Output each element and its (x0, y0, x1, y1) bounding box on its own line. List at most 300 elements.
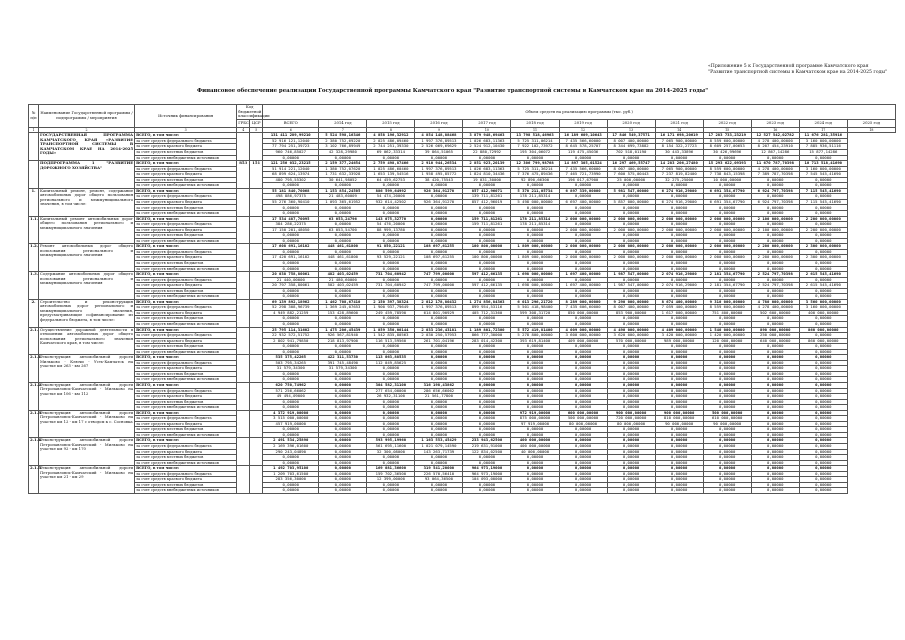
grbs-code (237, 355, 250, 383)
year-value: 0,00000 (751, 405, 799, 411)
header-year: 2017 год (463, 119, 511, 127)
year-value: 0,00000 (751, 449, 799, 455)
row-number: 1.3. (29, 272, 39, 300)
year-value: 0,00000 (559, 471, 607, 477)
year-value: 0,00000 (319, 410, 367, 416)
year-value: 0,00000 (559, 321, 607, 327)
total-value: 0,00000 (263, 344, 319, 350)
year-value: 3 102 766,89949 (319, 144, 367, 150)
year-value: 0,00000 (415, 360, 463, 366)
year-value: 2 030 250,57953 (415, 333, 463, 339)
year-value: 0,00000 (655, 382, 703, 388)
year-value: 0,00000 (559, 432, 607, 438)
year-value: 0,00000 (799, 177, 847, 183)
year-value: 2 025 486,09460 (367, 138, 415, 144)
year-value: 0,00000 (799, 471, 847, 477)
year-value: 6 924 797,70398 (751, 199, 799, 205)
year-value: 226 570,56410 (415, 471, 463, 477)
year-value: 0,00000 (511, 460, 559, 466)
year-value: 8 154 322,27723 (655, 144, 703, 150)
year-value: 0,00000 (463, 155, 511, 161)
year-value: 0,00000 (655, 205, 703, 211)
year-value: 0,00000 (559, 455, 607, 461)
year-value: 860 000,00000 (799, 327, 847, 333)
year-value: 0,00000 (607, 355, 655, 361)
year-value: 2 181 354,67790 (703, 272, 751, 278)
year-value: 6 013 296,21720 (511, 299, 559, 305)
year-value: 0,00000 (559, 349, 607, 355)
year-value: 400 000,00000 (511, 438, 559, 444)
year-value: 0,00000 (799, 238, 847, 244)
table-row (29, 488, 896, 494)
year-value: 0,00000 (559, 238, 607, 244)
year-value: 0,00000 (703, 266, 751, 272)
year-value: 500 000,00000 (559, 416, 607, 422)
total-value: 0,00000 (263, 432, 319, 438)
header-year: 2021 год (655, 119, 703, 127)
year-value: 1 369 245,07653 (319, 305, 367, 311)
year-value: 0,00000 (415, 211, 463, 217)
year-value: 7 065 900,00000 (655, 138, 703, 144)
year-value: 0,00000 (751, 288, 799, 294)
funding-source: ВСЕГО, в том числе: (135, 382, 237, 388)
year-value: 0,00000 (751, 421, 799, 427)
year-value: 0,00000 (655, 183, 703, 189)
year-value: 32 300,08000 (367, 449, 415, 455)
funding-source: за счет средств внебюджетных источников (135, 460, 237, 466)
year-value: 0,00000 (319, 455, 367, 461)
year-value: 0,00000 (799, 266, 847, 272)
header-col-number: 8 (367, 127, 415, 133)
year-value: 0,00000 (319, 371, 367, 377)
year-value: 6 274 916,29000 (655, 199, 703, 205)
year-value: 0,00000 (751, 399, 799, 405)
year-value: 0,00000 (607, 466, 655, 472)
year-value: 0,00000 (559, 366, 607, 372)
total-value: 17 534 487,70095 (263, 216, 319, 222)
year-value: 2 150 397,38324 (367, 299, 415, 305)
funding-source: за счет средств внебюджетных источников (135, 321, 237, 327)
total-value: 52 916 121,12040 (263, 138, 319, 144)
year-value: 409 000,00000 (559, 338, 607, 344)
year-value: 93 064,36500 (415, 477, 463, 483)
year-value: 0,00000 (751, 260, 799, 266)
header-name: Наименование Государственной программы / подпрограммы / мероприятия (39, 105, 135, 128)
year-value: 5 725 311,06214 (511, 138, 559, 144)
year-value: 0,00000 (367, 416, 415, 422)
year-value: 0,00000 (367, 427, 415, 433)
year-value: 0,00000 (607, 432, 655, 438)
year-value: 2 200 000,00000 (799, 227, 847, 233)
year-value: 0,00000 (607, 377, 655, 383)
year-value: 0,00000 (799, 444, 847, 450)
year-value: 8 007 400,00000 (607, 166, 655, 172)
year-value: 159 711,81261 (463, 222, 511, 228)
year-value: 0,00000 (559, 194, 607, 200)
year-value: 0,00000 (607, 449, 655, 455)
year-value: 1 093 365,61952 (319, 199, 367, 205)
year-value: 0,00000 (511, 233, 559, 239)
year-value: 1 540 000,00000 (703, 327, 751, 333)
year-value: 0,00000 (655, 477, 703, 483)
funding-source: ВСЕГО, в том числе: (135, 161, 237, 167)
funding-source: за счет средств местных бюджетов (135, 260, 237, 266)
year-value: 0,00000 (607, 371, 655, 377)
year-value: 0,00000 (415, 316, 463, 322)
year-value: 0,00000 (607, 427, 655, 433)
year-value: 0,00000 (559, 233, 607, 239)
grbs-code (237, 382, 250, 410)
header-col-number: 17 (799, 127, 847, 133)
year-value: 0,00000 (463, 388, 511, 394)
year-value: 17 846 549,37571 (607, 133, 655, 139)
funding-source: за счет средств федерального бюджета (135, 305, 237, 311)
year-value: 143 075,32770 (367, 216, 415, 222)
year-value: 0,00000 (319, 466, 367, 472)
year-value: 0,00000 (367, 183, 415, 189)
year-value: 6 691 354,67790 (703, 188, 751, 194)
total-value: 0,00000 (263, 238, 319, 244)
year-value: 400 000,00000 (799, 310, 847, 316)
year-value: 3 160 000,00000 (799, 166, 847, 172)
year-value: 0,00000 (607, 194, 655, 200)
year-value: 0,00000 (367, 316, 415, 322)
year-value: 0,00000 (415, 410, 463, 416)
funding-source: ВСЕГО, в том числе: (135, 188, 237, 194)
year-value: 600 000,00000 (559, 410, 607, 416)
year-value: 1 697 400,00000 (559, 283, 607, 289)
year-value: 2 000 000,00000 (655, 227, 703, 233)
year-value: 0,00000 (703, 360, 751, 366)
funding-source: за счет средств федерального бюджета (135, 444, 237, 450)
tsr-code: 151 (250, 161, 263, 189)
year-value: 1 987 547,00000 (607, 272, 655, 278)
header-col-number: 14 (655, 127, 703, 133)
total-value: 2 491 534,25890 (263, 438, 319, 444)
year-value: 42 328,29980 (319, 150, 367, 156)
funding-source: ВСЕГО, в том числе: (135, 410, 237, 416)
year-value: 0,00000 (655, 211, 703, 217)
year-value: 113 063,88535 (367, 355, 415, 361)
total-value: 0,00000 (263, 377, 319, 383)
year-value: 0,00000 (559, 399, 607, 405)
year-value: 2 100 000,00000 (751, 216, 799, 222)
year-value: 0,00000 (415, 227, 463, 233)
funding-source: за счет средств внебюджетных источников (135, 432, 237, 438)
year-value: 12 867,14286 (751, 150, 799, 156)
tsr-code (250, 133, 263, 161)
year-value: 0,00000 (367, 460, 415, 466)
year-value: 0,00000 (319, 471, 367, 477)
year-value: 2 074 916,29000 (655, 272, 703, 278)
funding-source: за счет средств краевого бюджета (135, 144, 237, 150)
year-value: 0,00000 (655, 432, 703, 438)
tsr-code (250, 355, 263, 383)
tsr-code (250, 382, 263, 410)
year-value: 0,00000 (655, 427, 703, 433)
year-value: 0,00000 (703, 482, 751, 488)
year-value: 0,00000 (367, 366, 415, 372)
year-value: 0,00000 (415, 432, 463, 438)
year-value: 1 809 000,00000 (511, 244, 559, 250)
header-col-number: 5 (250, 127, 263, 133)
year-value: 0,00000 (751, 444, 799, 450)
funding-source: ВСЕГО, в том числе: (135, 133, 237, 139)
year-value: 0,00000 (799, 421, 847, 427)
funding-source: за счет средств внебюджетных источников (135, 155, 237, 161)
year-value: 0,00000 (799, 405, 847, 411)
year-value: 0,00000 (607, 266, 655, 272)
year-value: 3 160 000,00000 (799, 138, 847, 144)
year-value: 0,00000 (319, 155, 367, 161)
year-value: 0,00000 (511, 277, 559, 283)
year-value: 0,00000 (703, 488, 751, 494)
year-value: 1 997 376,89513 (415, 305, 463, 311)
year-value: 0,00000 (559, 460, 607, 466)
year-value: 0,00000 (655, 455, 703, 461)
grbs-code (237, 216, 250, 244)
year-value: 964 973,19000 (463, 471, 511, 477)
year-value: 0,00000 (415, 266, 463, 272)
year-value: 7 435 606,60000 (559, 305, 607, 311)
year-value: 0,00000 (799, 455, 847, 461)
year-value: 0,00000 (511, 382, 559, 388)
year-value: 0,00000 (799, 183, 847, 189)
year-value: 0,00000 (655, 444, 703, 450)
year-value: 0,00000 (655, 222, 703, 228)
year-value: 0,00000 (463, 377, 511, 383)
year-value: 139 711,81261 (463, 194, 511, 200)
total-value: 1 492 703,95100 (263, 466, 319, 472)
year-value: 5 725 311,36214 (511, 166, 559, 172)
year-value: 304 582,31100 (367, 382, 415, 388)
year-value: 0,00000 (751, 277, 799, 283)
year-value: 0,00000 (703, 366, 751, 372)
year-value: 0,00000 (367, 277, 415, 283)
year-value: 0,00000 (559, 482, 607, 488)
year-value: 17 283 733,23219 (703, 133, 751, 139)
year-value: 0,00000 (367, 249, 415, 255)
year-value: 866 777,30000 (463, 333, 511, 339)
total-value: 1 209 703,61500 (263, 471, 319, 477)
year-value: 1 475 206,45439 (319, 327, 367, 333)
year-value: 0,00000 (511, 349, 559, 355)
year-value: 178 211,85314 (511, 216, 559, 222)
year-value: 0,00000 (319, 432, 367, 438)
year-value: 1 021 079,14590 (415, 444, 463, 450)
year-value: 0,00000 (463, 205, 511, 211)
year-value: 0,00000 (367, 405, 415, 411)
year-value: 0,00000 (799, 316, 847, 322)
year-value: 0,00000 (799, 449, 847, 455)
funding-source: за счет средств местных бюджетов (135, 455, 237, 461)
total-value: 498 886,97375 (263, 194, 319, 200)
year-value: 5 501 418,98400 (511, 305, 559, 311)
year-value: 0,00000 (559, 377, 607, 383)
year-value: 926 364,91270 (415, 188, 463, 194)
year-value: 0,00000 (319, 294, 367, 300)
year-value: 0,00000 (415, 399, 463, 405)
year-value: 8 559 600,00000 (703, 138, 751, 144)
row-number: 2.1.2. (29, 382, 39, 410)
year-value: 0,00000 (751, 360, 799, 366)
total-value: 22 932 572,51752 (263, 333, 319, 339)
year-value: 0,00000 (319, 405, 367, 411)
year-value: 0,00000 (463, 455, 511, 461)
funding-source: за счет средств местных бюджетов (135, 233, 237, 239)
header-col-number: 1 (29, 127, 39, 133)
year-value: 169 081,36600 (367, 466, 415, 472)
tsr-code (250, 466, 263, 494)
year-value: 4 278 400,00000 (751, 138, 799, 144)
year-value: 0,00000 (415, 194, 463, 200)
year-value: 0,00000 (799, 355, 847, 361)
year-value: 0,00000 (415, 205, 463, 211)
year-value: 0,00000 (511, 388, 559, 394)
header-num: № п/п (29, 105, 39, 128)
year-value: 0,00000 (511, 405, 559, 411)
header-col-number: 16 (751, 127, 799, 133)
year-value: 0,00000 (751, 249, 799, 255)
year-value: 0,00000 (703, 222, 751, 228)
tsr-code (250, 327, 263, 355)
funding-source: за счет средств местных бюджетов (135, 316, 237, 322)
funding-source: за счет средств внебюджетных источников (135, 349, 237, 355)
year-value: 0,00000 (751, 377, 799, 383)
year-value: 853 900,00000 (607, 310, 655, 316)
tsr-code (250, 438, 263, 466)
year-value: 13 798 518,46963 (511, 133, 559, 139)
year-value: 0,00000 (751, 321, 799, 327)
year-value: 0,00000 (703, 388, 751, 394)
funding-source: за счет средств местных бюджетов (135, 399, 237, 405)
year-value: 1 380 752,07620 (319, 166, 367, 172)
total-value: 0,00000 (263, 405, 319, 411)
year-value: 8 289 000,00000 (559, 299, 607, 305)
total-value: 4 949 882,21259 (263, 310, 319, 316)
year-value: 857 412,96019 (463, 199, 511, 205)
year-value: 1 462 708,67410 (319, 299, 367, 305)
funding-source: за счет средств местных бюджетов (135, 288, 237, 294)
row-number: 1.1. (29, 216, 39, 244)
year-value: 12 399,00000 (367, 477, 415, 483)
total-value: 17 150 201,48050 (263, 227, 319, 233)
year-value: 3 600 000,00000 (559, 333, 607, 339)
year-value: 0,00000 (703, 288, 751, 294)
row-number: 1. (29, 188, 39, 216)
year-value: 593 995,19960 (367, 438, 415, 444)
total-value: 31 579,34300 (263, 366, 319, 372)
year-value: 932 614,42502 (367, 199, 415, 205)
grbs-code (237, 188, 250, 216)
funding-source: за счет средств внебюджетных источников (135, 238, 237, 244)
year-value: 261 701,04196 (415, 338, 463, 344)
year-value: 570 000,00000 (607, 338, 655, 344)
year-value: 1 026 683,11363 (463, 138, 511, 144)
year-value: 22 880,72992 (463, 150, 511, 156)
year-value: 0,00000 (607, 238, 655, 244)
grbs-code (237, 244, 250, 272)
year-value: 0,00000 (319, 482, 367, 488)
year-value: 0,00000 (703, 455, 751, 461)
year-value: 448 461,61800 (319, 244, 367, 250)
year-value: 0,00000 (703, 321, 751, 327)
year-value: 63 053,24796 (319, 216, 367, 222)
tsr-code (250, 410, 263, 438)
year-value: 2 000 000,00000 (607, 216, 655, 222)
year-value: 7 465 721,73990 (559, 172, 607, 178)
year-value: 0,00000 (703, 183, 751, 189)
year-value: 0,00000 (463, 410, 511, 416)
year-value: 0,00000 (799, 427, 847, 433)
row-number: 2.1. (29, 327, 39, 355)
year-value: 9 310 000,00000 (703, 299, 751, 305)
year-value: 0,00000 (415, 344, 463, 350)
year-value: 0,00000 (367, 260, 415, 266)
year-value: 0,00000 (799, 260, 847, 266)
year-value: 0,00000 (559, 360, 607, 366)
year-value: 0,00000 (751, 432, 799, 438)
funding-source: ВСЕГО, в том числе: (135, 355, 237, 361)
year-value: 1 997 376,89513 (415, 166, 463, 172)
year-value: 0,00000 (751, 388, 799, 394)
year-value: 218 813,97900 (319, 338, 367, 344)
year-value: 2 000 000,00000 (655, 216, 703, 222)
year-value: 159 702,36500 (367, 471, 415, 477)
row-number: 1.2. (29, 244, 39, 272)
year-value: 0,00000 (655, 471, 703, 477)
year-value: 0,00000 (607, 349, 655, 355)
year-value: 0,00000 (319, 399, 367, 405)
year-value: 6 897 339,00000 (559, 188, 607, 194)
year-value: 0,00000 (559, 405, 607, 411)
year-value: 21 483,60009 (319, 194, 367, 200)
year-value: 2 000 000,00000 (703, 216, 751, 222)
program-name: Капитальный ремонт, ремонт, содержание автомобильных дорог общего пользования регионального и межмуниципального значения, в том числе: (39, 188, 135, 216)
year-value: 0,00000 (703, 377, 751, 383)
year-value: 54 474,20000 (367, 194, 415, 200)
year-value: 143 263,71739 (415, 449, 463, 455)
year-value: 0,00000 (415, 155, 463, 161)
year-value: 2 000 000,00000 (703, 244, 751, 250)
year-value: 7 389 787,70398 (751, 172, 799, 178)
year-value: 0,00000 (415, 416, 463, 422)
year-value: 4 409 000,00000 (655, 327, 703, 333)
year-value: 2 000 000,00000 (559, 255, 607, 261)
year-value: 964 973,19000 (463, 466, 511, 472)
year-value: 0,00000 (703, 432, 751, 438)
year-value: 21 561,77800 (415, 394, 463, 400)
year-value: 7 885 936,51116 (799, 144, 847, 150)
header-year: 2023 год (751, 119, 799, 127)
year-value: 7 059 400,00000 (655, 305, 703, 311)
year-value: 2 000 000,00000 (703, 255, 751, 261)
year-value: 38 420,75543 (415, 177, 463, 183)
year-value: 0,00000 (607, 277, 655, 283)
year-value: 0,00000 (367, 410, 415, 416)
year-value: 2 380 752,69220 (319, 138, 367, 144)
funding-source: за счет средств местных бюджетов (135, 371, 237, 377)
row-number: 2.1.3. (29, 410, 39, 438)
year-value: 0,00000 (415, 277, 463, 283)
year-value: 0,00000 (511, 294, 559, 300)
grbs-code (237, 438, 250, 466)
year-value: 0,00000 (559, 260, 607, 266)
year-value: 2 000 000,00000 (559, 227, 607, 233)
year-value: 8 559 600,00000 (703, 166, 751, 172)
year-value: 0,00000 (367, 344, 415, 350)
year-value: 0,00000 (799, 438, 847, 444)
